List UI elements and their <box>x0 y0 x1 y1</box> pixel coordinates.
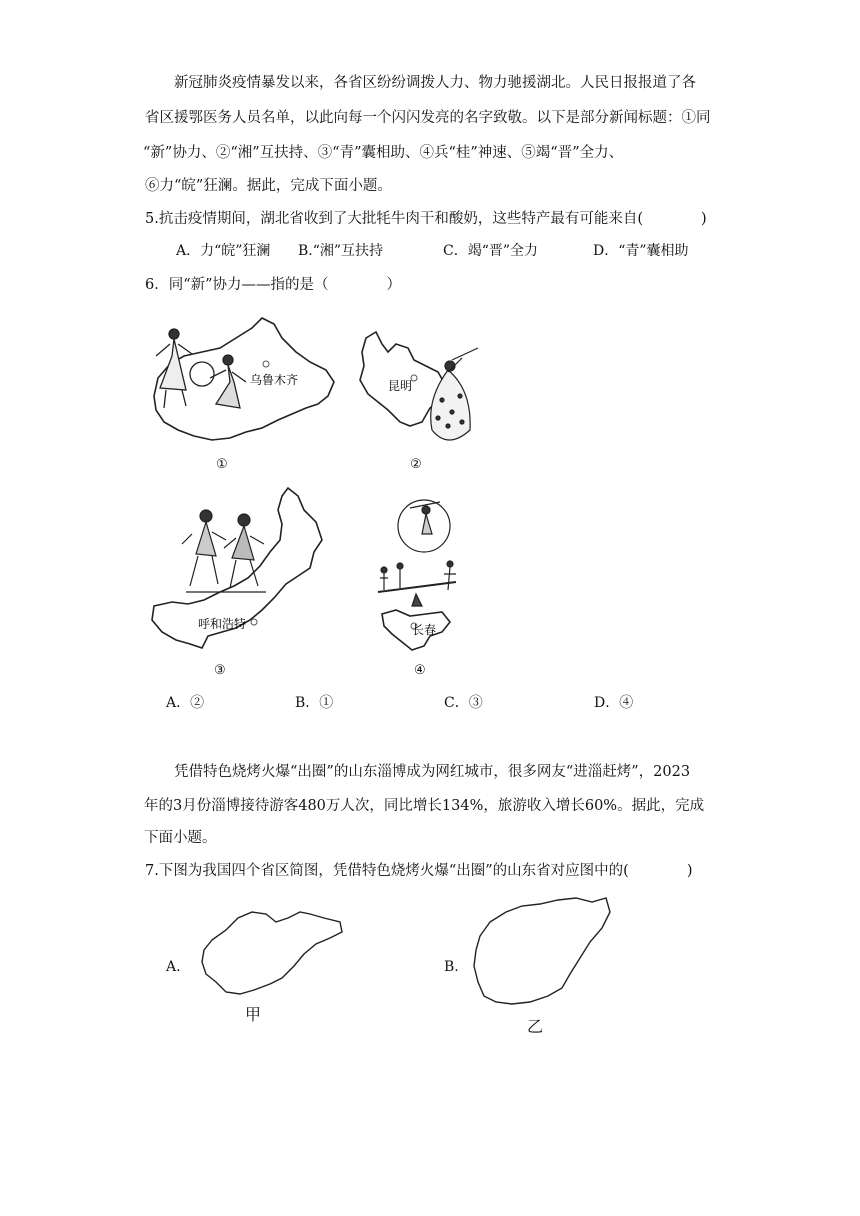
map3-number: ③ <box>214 663 226 678</box>
q5-option-c: C．竭“晋”全力 <box>443 243 539 259</box>
peacock-dancer-icon <box>431 348 478 440</box>
map-yunnan <box>352 330 502 472</box>
passage1-line-1: 新冠肺炎疫情暴发以来，各省区纷纷调拨人力、物力驰援湖北。人民日报报道了各 <box>174 75 696 91</box>
map-jia-shandong <box>192 904 352 1000</box>
q6-option-a: A．② <box>166 695 205 711</box>
passage1-line-3: “新”协力、②“湘”互扶持、③“青”囊相助、④兵“桂”神速、⑤竭“晋”全力、 <box>143 145 624 161</box>
seesaw-jumper-icon <box>378 500 456 606</box>
map3-city-label: 呼和浩特 <box>198 617 247 631</box>
q6-stem: 6．同“新”协力——指的是（ ） <box>145 277 402 293</box>
q5-stem: 5.抗击疫情期间，湖北省收到了大批牦牛肉干和酸奶，这些特产最有可能来自( ) <box>145 211 707 227</box>
q7-caption-jia: 甲 <box>245 1005 262 1024</box>
q6-option-d: D．④ <box>594 695 634 711</box>
map-yi-hainan <box>466 892 626 1022</box>
q5-option-b: B.“湘”互扶持 <box>298 243 384 259</box>
map2-number: ② <box>410 457 422 472</box>
q7-caption-yi: 乙 <box>527 1017 544 1036</box>
q7-option-b-label: B. <box>444 959 459 975</box>
map-inner-mongolia <box>146 482 346 678</box>
q7-stem: 7.下图为我国四个省区简图，凭借特色烧烤火爆“出圈”的山东省对应图中的( ) <box>145 863 693 879</box>
q7-option-a-label: A. <box>166 959 181 975</box>
passage2-line-2: 年的3月份淄博接待游客480万人次，同比增长134%，旅游收入增长60%。据此，完成 <box>144 798 705 814</box>
q6-option-b: B．① <box>295 695 334 711</box>
map-jilin <box>370 494 480 678</box>
q5-option-d: D．“青”囊相助 <box>593 243 689 259</box>
q6-option-c: C．③ <box>444 695 483 711</box>
map1-number: ① <box>216 457 228 472</box>
map4-city-label: 长春 <box>412 623 437 637</box>
passage1-line-4: ⑥力“皖”狂澜。据此，完成下面小题。 <box>145 178 392 194</box>
q5-option-a: A．力“皖”狂澜 <box>176 243 271 259</box>
map-xinjiang <box>150 312 340 472</box>
map4-number: ④ <box>414 663 426 678</box>
passage2-line-1: 凭借特色烧烤火爆“出圈”的山东淄博成为网红城市，很多网友“进淄赶烤”，2023 <box>174 764 691 780</box>
passage1-line-2: 省区援鄂医务人员名单，以此向每一个闪闪发亮的名字致敬。以下是部分新闻标题：①同 <box>145 110 711 126</box>
passage2-line-3: 下面小题。 <box>144 830 217 846</box>
map1-city-label: 乌鲁木齐 <box>250 373 299 387</box>
map2-city-label: 昆明 <box>388 379 413 393</box>
